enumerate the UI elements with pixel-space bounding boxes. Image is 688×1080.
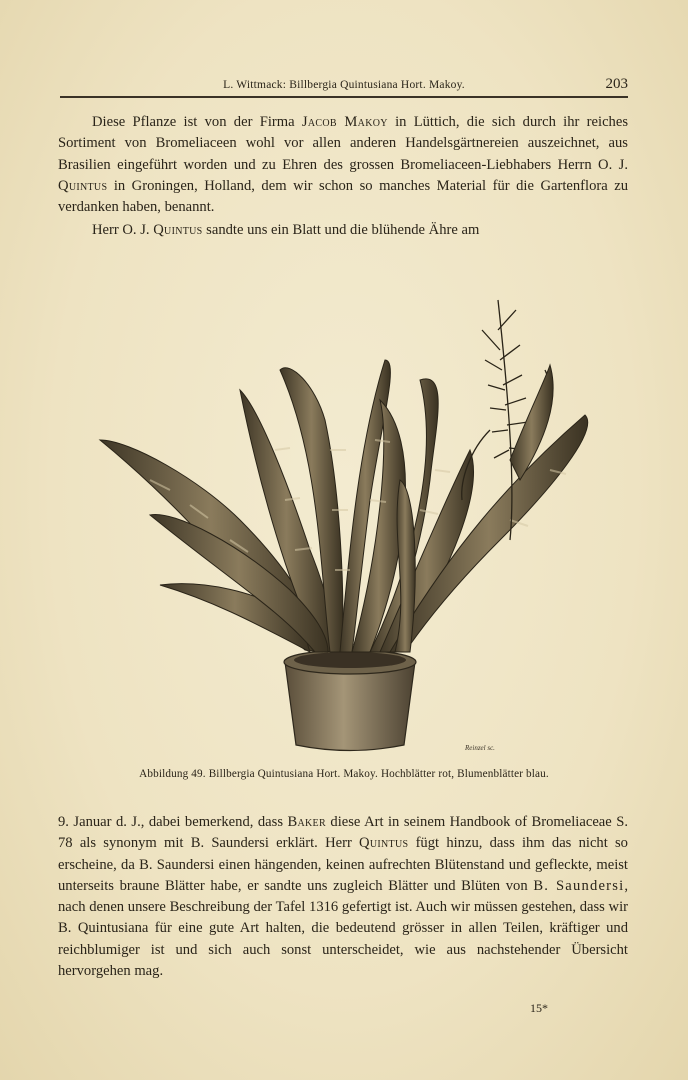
author-name: Baker — [287, 814, 326, 830]
para3-text-a: 9. Januar d. J., dabei bemerkend, dass — [58, 814, 288, 830]
person-name: Quintus — [58, 177, 108, 194]
figure-caption: Abbildung 49. Billbergia Quintusiana Hort. Makoy. Hochblätter rot, Blumenblätter blau. — [139, 768, 549, 780]
plant-illustration — [90, 290, 600, 760]
para1-text-a: Diese Pflanze ist von der Firma — [92, 114, 302, 130]
continued-text — [58, 812, 628, 982]
engraver-signature: Reinzel sc. — [465, 744, 495, 752]
para1-text-c: in Groningen, Holland, dem wir schon so manches Material für die Gartenflora zu verdanken haben, benannt. — [58, 177, 628, 216]
signature-mark: 15* — [530, 1001, 548, 1015]
firm-name: Jacob Makoy — [301, 114, 388, 130]
para3-text-c: fügt hinzu, dass ihm das nicht so erscheine, da B. Saundersi einen hängenden, keinen aufrechten Blütenstand und gefleckte, meist unterseits braune Blätter habe, er sandte uns zugleich Blätter und Blüten von — [58, 835, 628, 894]
para2-text-a: Herr O. J. — [92, 222, 154, 239]
soil — [294, 652, 406, 668]
para1-text-b: in Lüttich, die sich durch ihr reiches Sortiment von Bromeliaceen wohl vor allen anderen Handelsgärtnereien auszeichnet, aus Brasilien eingeführt worden und zu Ehren des grossen Bromeliaceen-Liebhabers Herrn O. J. — [58, 114, 628, 173]
para3-text-b: diese Art in seinem Handbook of Bromeliaceae S. 78 als synonym mit B. Saundersi erklärt. Herr — [58, 814, 628, 852]
leaves — [100, 360, 588, 652]
page-number: 203 — [605, 76, 628, 92]
person-name: Quintus — [153, 222, 203, 239]
header-rule — [60, 96, 628, 98]
species-name-spaced: B. Saundersi — [533, 877, 625, 894]
paragraph-2 — [58, 220, 628, 241]
intro-text — [58, 112, 628, 242]
flower-pot — [285, 662, 415, 751]
paragraph-3 — [58, 812, 628, 982]
para2-text-b: sandte uns ein Blatt und die blühende Ähre am — [202, 222, 480, 239]
person-name: Quintus — [359, 835, 409, 852]
page-header — [60, 77, 628, 97]
running-head: L. Wittmack: Billbergia Quintusiana Hort. Makoy. — [223, 79, 465, 91]
paragraph-1 — [58, 112, 628, 218]
para3-text-d: , nach denen unsere Beschreibung der Tafel 1316 gefertigt ist. Auch wir müssen gestehen, dass wir B. Quintusiana für eine gute Art halten, die bedeutend grösser in allen Teilen, kräftiger und reichblumiger ist und sich auch sonst unterscheidet, wie aus nachstehender Übersicht hervorgehen mag. — [58, 877, 628, 980]
